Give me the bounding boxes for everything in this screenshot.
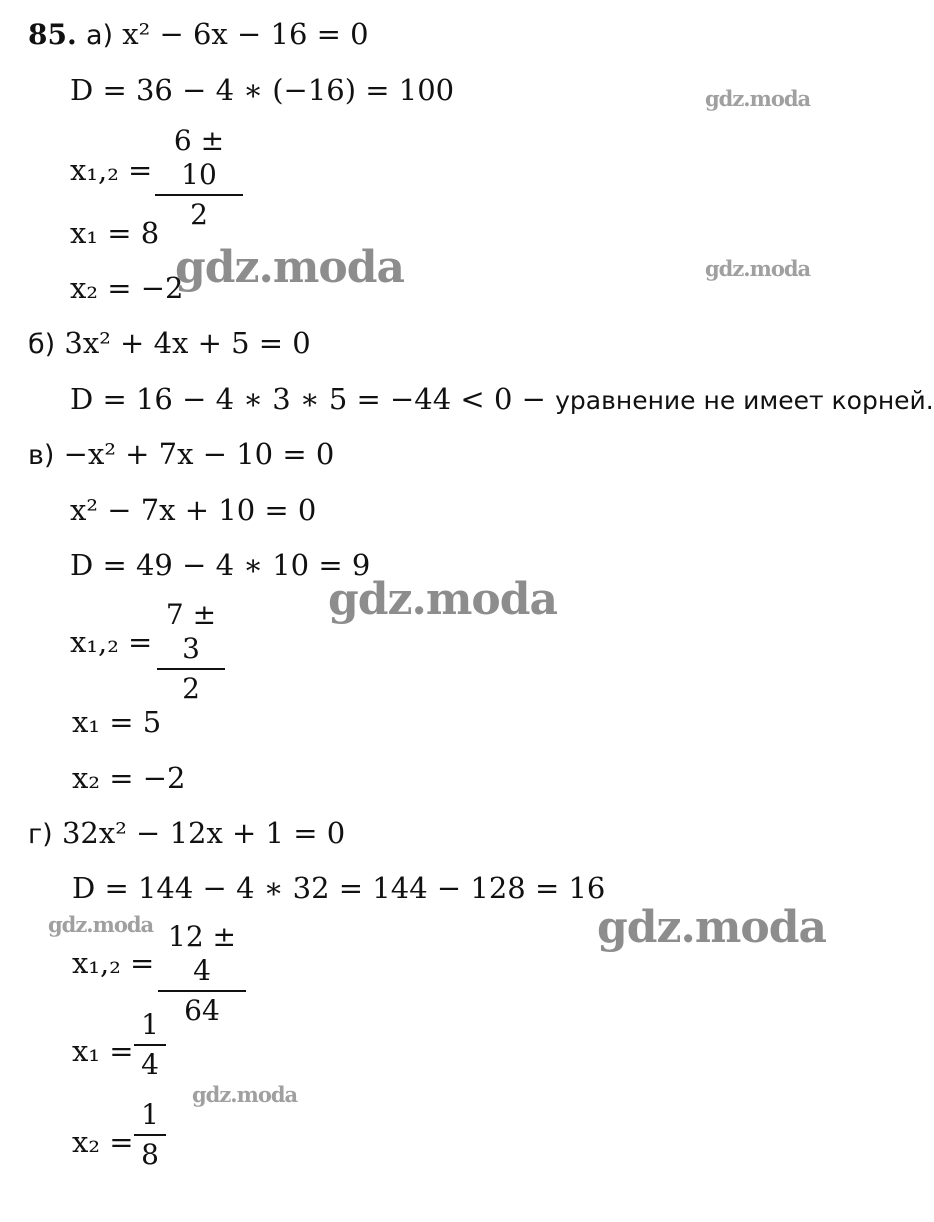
part-a-x2: x₂ = −2: [70, 271, 184, 305]
part-a-x12-label: x₁,₂ =: [70, 153, 153, 187]
part-v-equation-2: x² − 7x + 10 = 0: [70, 493, 317, 527]
part-v-x12-label: x₁,₂ =: [70, 625, 153, 659]
part-a-fraction-numerator: 6 ± 10: [173, 124, 225, 191]
part-g-equation: 32x² − 12x + 1 = 0: [61, 816, 346, 850]
watermark: gdz.moda: [328, 574, 558, 625]
part-g-x1-fraction: [134, 1008, 166, 1082]
part-b-equation: 3x² + 4x + 5 = 0: [64, 326, 311, 360]
part-g-x1-numerator: 1: [141, 1008, 159, 1041]
problem-b-header: [28, 325, 311, 363]
part-g-label: г): [28, 819, 53, 850]
part-g-x2-fraction: [134, 1098, 166, 1172]
part-g-x2-numerator: 1: [141, 1098, 159, 1131]
part-v-x2: x₂ = −2: [72, 761, 186, 795]
watermark: gdz.moda: [175, 242, 405, 293]
part-v-fraction-numerator: 7 ± 3: [165, 598, 217, 665]
fraction-bar: [134, 1044, 166, 1046]
part-g-x1-label: x₁ =: [72, 1034, 134, 1068]
part-v-fraction: [157, 598, 225, 706]
fraction-bar: [134, 1134, 166, 1136]
problem-g-header: [28, 815, 345, 853]
part-g-x12-label: x₁,₂ =: [72, 946, 155, 980]
part-a-discriminant: D = 36 − 4 ∗ (−16) = 100: [70, 73, 455, 107]
part-g-x2-denominator: 8: [141, 1138, 159, 1171]
part-v-x1: x₁ = 5: [72, 705, 162, 739]
part-a-x1: x₁ = 8: [70, 216, 160, 250]
part-v-fraction-denominator: 2: [182, 672, 200, 705]
part-g-fraction: [158, 920, 246, 1028]
part-g-discriminant: D = 144 − 4 ∗ 32 = 144 − 128 = 16: [72, 871, 606, 905]
part-g-x2-label: x₂ =: [72, 1125, 134, 1159]
part-a-equation: x² − 6x − 16 = 0: [122, 17, 369, 51]
fraction-bar: [158, 990, 246, 992]
part-v-discriminant: D = 49 − 4 ∗ 10 = 9: [70, 548, 371, 582]
problem-number: 85.: [28, 18, 77, 51]
watermark: gdz.moda: [705, 86, 811, 111]
part-a-label: а): [85, 20, 114, 51]
part-a-fraction-denominator: 2: [190, 198, 208, 231]
part-g-fraction-denominator: 64: [184, 994, 220, 1027]
part-g-x1-denominator: 4: [141, 1048, 159, 1081]
part-b-discriminant: D = 16 − 4 ∗ 3 ∗ 5 = −44 < 0 −: [70, 382, 546, 416]
fraction-bar: [157, 668, 225, 670]
problem-a-header: [28, 16, 369, 54]
part-b-label: б): [28, 329, 56, 360]
part-v-equation: −x² + 7x − 10 = 0: [63, 437, 335, 471]
watermark: gdz.moda: [48, 912, 154, 937]
part-v-label: в): [28, 440, 55, 471]
part-g-fraction-numerator: 12 ± 4: [168, 920, 236, 987]
part-a-fraction: [155, 124, 243, 232]
part-b-note: уравнение не имеет корней.: [555, 386, 934, 415]
part-b-discriminant-line: [70, 381, 934, 419]
watermark: gdz.moda: [705, 256, 811, 281]
watermark: gdz.moda: [597, 902, 827, 953]
fraction-bar: [155, 194, 243, 196]
watermark: gdz.moda: [192, 1082, 298, 1107]
problem-v-header: [28, 436, 334, 474]
